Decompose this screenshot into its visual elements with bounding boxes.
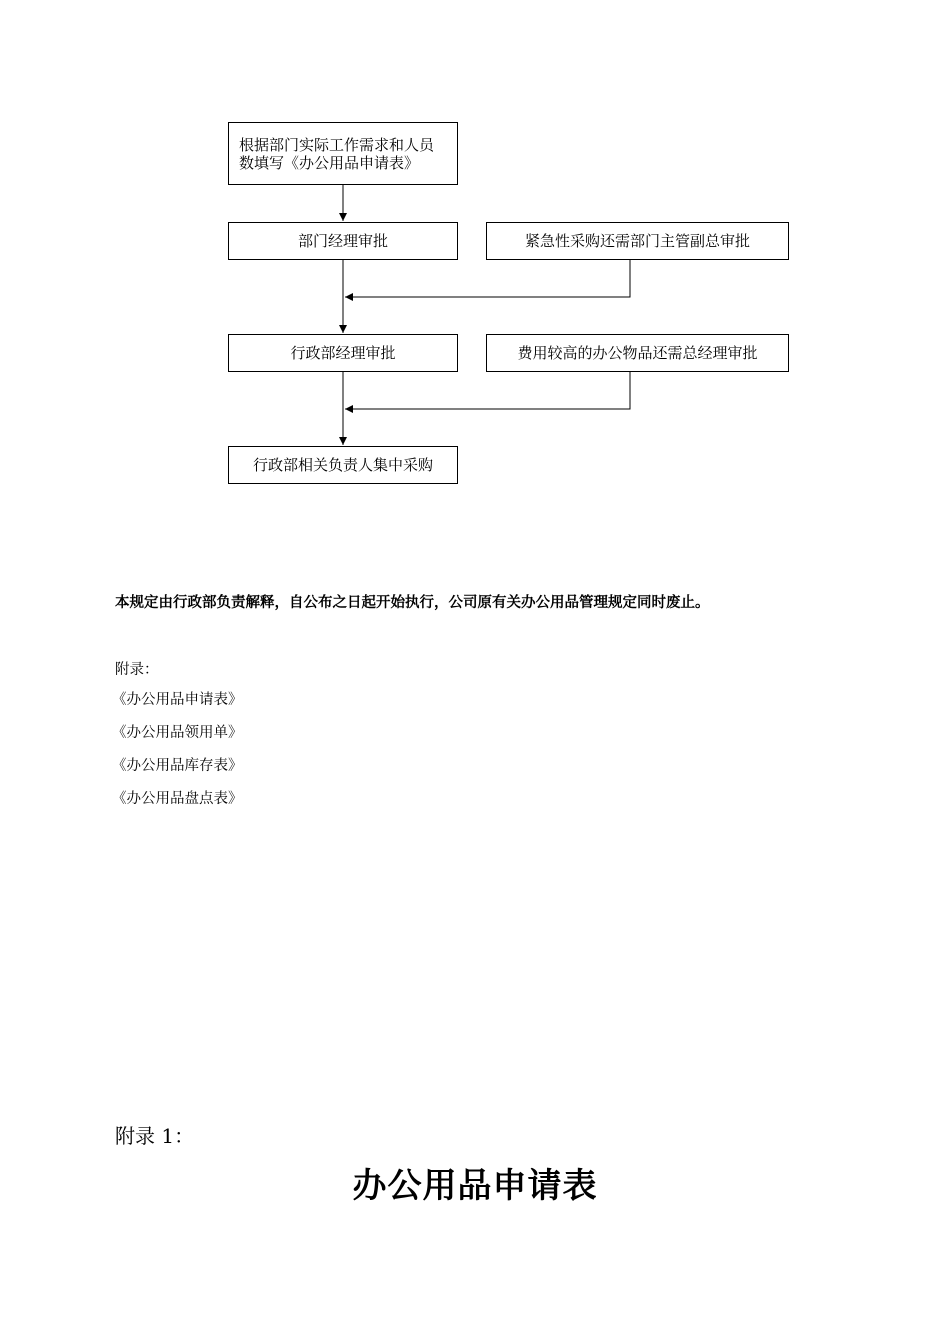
- flow-step-dept-manager-approval-text: 部门经理审批: [297, 232, 388, 250]
- appendix-label: 附录：: [115, 662, 159, 678]
- connector-side2: [345, 372, 630, 409]
- flow-step-fill-application-text: 根据部门实际工作需求和人员数填写《办公用品申请表》: [239, 135, 435, 172]
- appendix-item: 《办公用品库存表》: [112, 758, 243, 774]
- connector-side1: [345, 260, 630, 297]
- flow-side-urgent-vp-approval-text: 紧急性采购还需部门主管副总审批: [524, 232, 750, 250]
- appendix-item: 《办公用品盘点表》: [112, 791, 243, 807]
- flow-side-urgent-vp-approval: [486, 222, 789, 260]
- appendix1-heading: 附录 1：: [115, 1124, 195, 1148]
- appendix-item: 《办公用品申请表》: [112, 692, 243, 708]
- flow-side-gm-approval: [486, 334, 789, 372]
- flow-step-dept-manager-approval: [228, 222, 458, 260]
- appendix-list: [112, 690, 243, 822]
- flowchart-connectors: [0, 0, 950, 500]
- flow-step-centralized-purchase: [228, 446, 458, 484]
- flow-side-gm-approval-text: 费用较高的办公物品还需总经理审批: [517, 344, 758, 362]
- appendix-item: 《办公用品领用单》: [112, 725, 243, 741]
- flow-step-centralized-purchase-text: 行政部相关负责人集中采购: [252, 456, 433, 474]
- document-title: 办公用品申请表: [352, 1166, 598, 1206]
- regulation-statement: 本规定由行政部负责解释，自公布之日起开始执行，公司原有关办公用品管理规定同时废止。: [115, 594, 710, 611]
- flow-step-admin-manager-approval-text: 行政部经理审批: [290, 344, 396, 362]
- flow-step-fill-application: [228, 122, 458, 185]
- flow-step-admin-manager-approval: [228, 334, 458, 372]
